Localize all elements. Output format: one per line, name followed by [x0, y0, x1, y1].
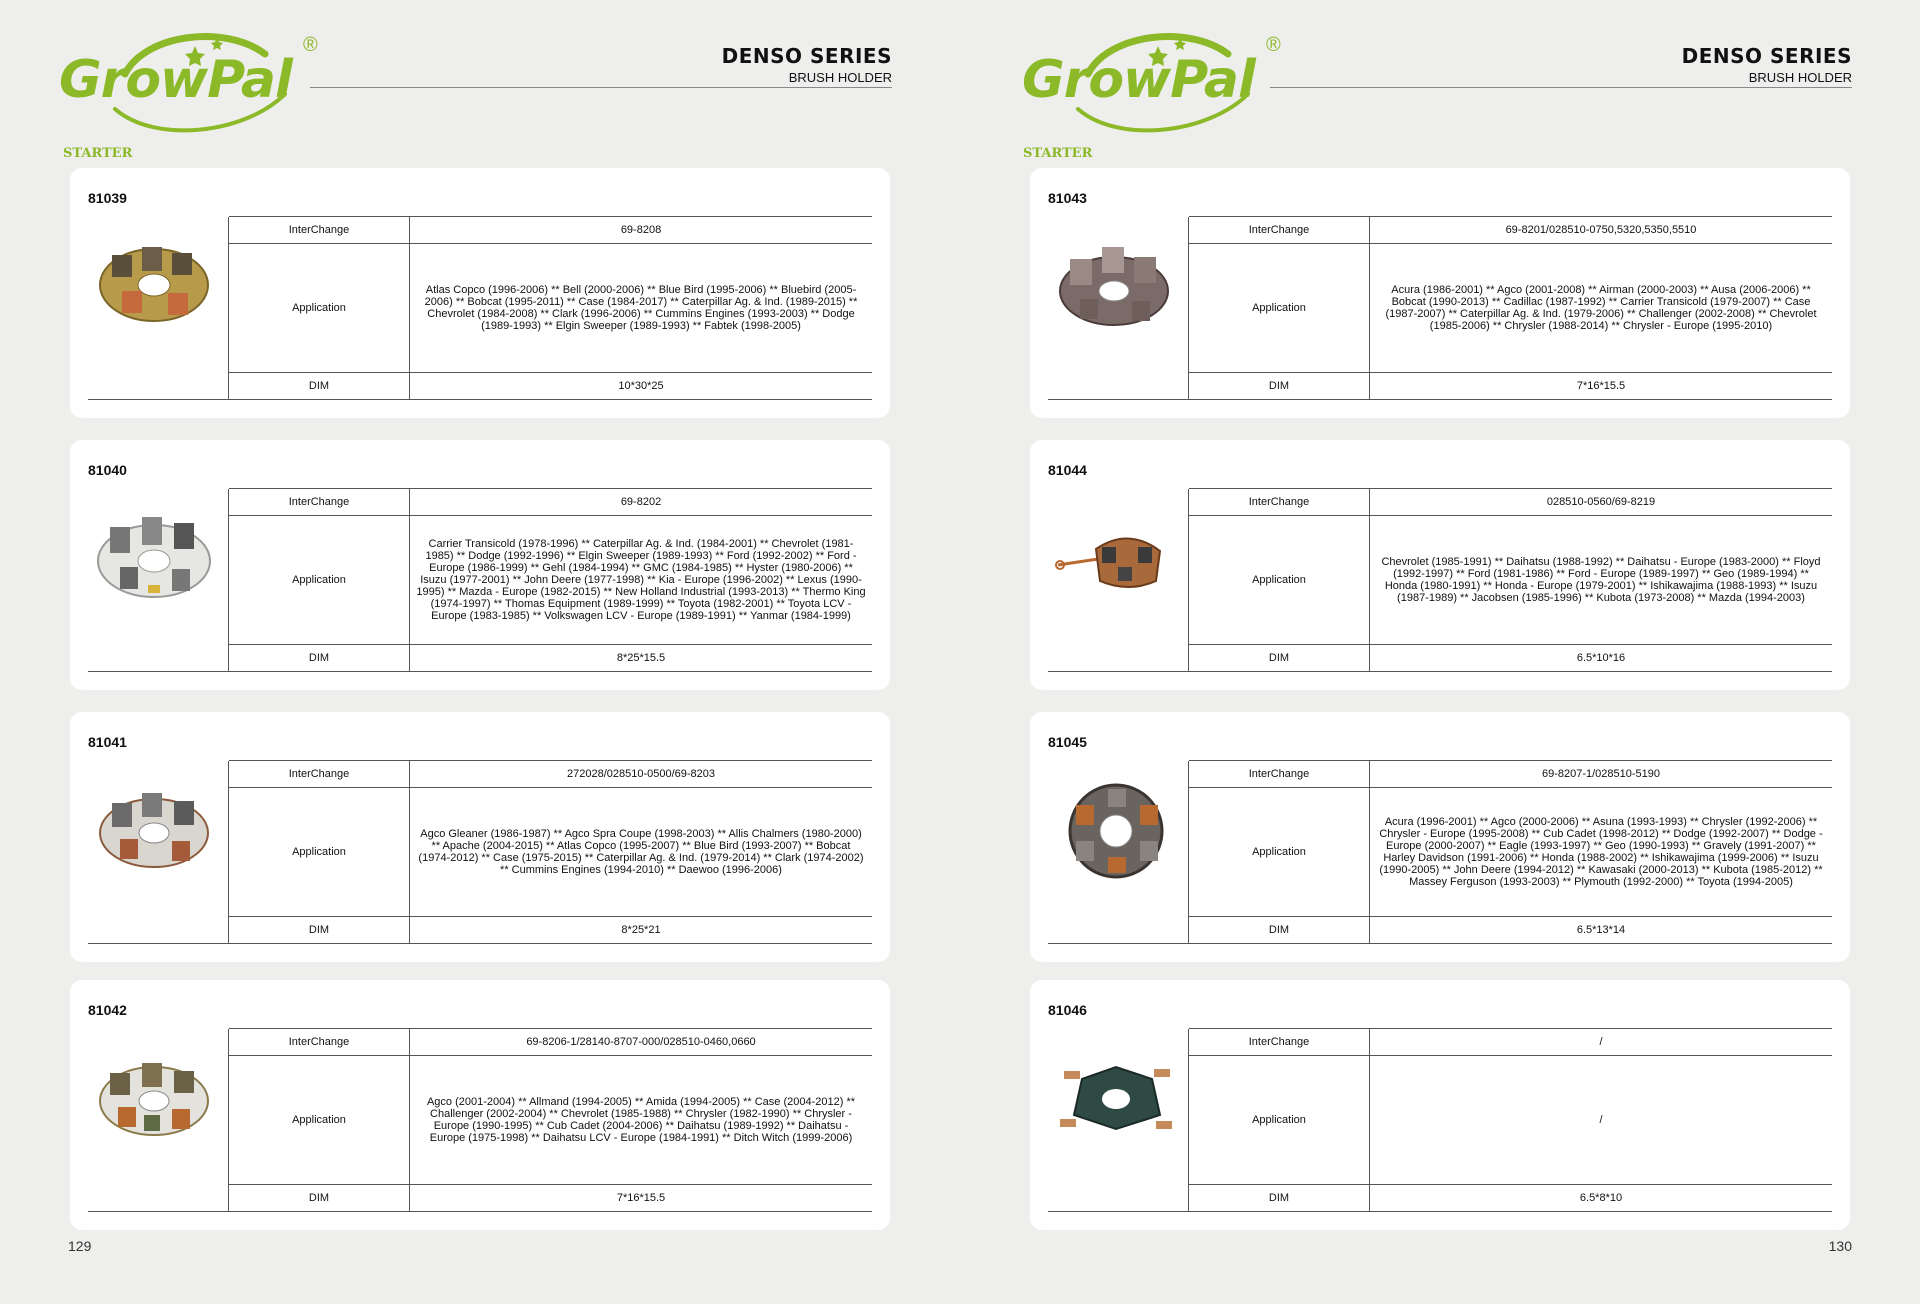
- product-spec-table: [88, 488, 872, 672]
- product-code: 81046: [1048, 1002, 1087, 1018]
- application-value: /: [1370, 1056, 1833, 1185]
- brush-holder-image: [92, 761, 222, 891]
- product-image: [1048, 489, 1189, 672]
- product-card: [1030, 440, 1850, 690]
- product-image: [1048, 761, 1189, 944]
- section-label: STARTER: [1023, 146, 1093, 161]
- interchange-label: InterChange: [1189, 217, 1370, 244]
- product-spec-table: [88, 1028, 872, 1212]
- brush-holder-image: [1052, 1029, 1182, 1159]
- brush-holder-image: [1052, 489, 1182, 619]
- brush-holder-image: [92, 1029, 222, 1159]
- series-subtitle: BRUSH HOLDER: [1748, 70, 1852, 85]
- product-spec-table: [1048, 216, 1832, 400]
- product-code: 81045: [1048, 734, 1087, 750]
- product-code: 81040: [88, 462, 127, 478]
- interchange-value: 69-8201/028510-0750,5320,5350,5510: [1370, 217, 1833, 244]
- product-image: [1048, 217, 1189, 400]
- application-label: Application: [229, 1056, 410, 1185]
- interchange-value: 028510-0560/69-8219: [1370, 489, 1833, 516]
- product-code: 81042: [88, 1002, 127, 1018]
- product-card: [1030, 712, 1850, 962]
- application-value: Acura (1996-2001) ** Agco (2000-2006) ** Asuna (1993-1993) ** Chrysler (1992-2006) ** Chrysler - Europe (1995-2008) ** Cub Cadet (1998-2012) ** Dodge (1992-2007) ** Dodge - Europe (2000-2007) ** Eagle (1993-1997) ** Geo (1990-1993) ** Gravely (1991-2007) ** Harley Davidson (1991-2006) ** Honda (1988-2002) ** Ishikawajima (1999-2006) ** Isuzu (1990-2005) ** John Deere (1994-2012) ** Kawasaki (2000-2013) ** Kubota (1985-2012) ** Massey Ferguson (1993-2003) ** Plymouth (1992-2000) ** Toyota (1994-2005): [1370, 788, 1833, 917]
- brush-holder-image: [92, 217, 222, 347]
- product-image: [88, 217, 229, 400]
- product-card: [70, 168, 890, 418]
- application-value: Atlas Copco (1996-2006) ** Bell (2000-2006) ** Blue Bird (1995-2006) ** Bluebird (2005-2006) ** Bobcat (1995-2011) ** Case (1984-2017) ** Caterpillar Ag. & Ind. (1989-2015) ** Chevrolet (1984-2008) ** Clark (1996-2006) ** Cummins Engines (1993-2003) ** Dodge (1989-1993) ** Elgin Sweeper (1989-1993) ** Fabtek (1998-2005): [410, 244, 873, 373]
- product-image: [88, 761, 229, 944]
- dim-value: 8*25*21: [410, 917, 873, 944]
- logo-wordmark: GrowPal: [59, 50, 292, 110]
- product-card: [70, 440, 890, 690]
- growpal-logo: [1018, 24, 1288, 134]
- dim-value: 8*25*15.5: [410, 645, 873, 672]
- dim-label: DIM: [229, 645, 410, 672]
- interchange-label: InterChange: [229, 761, 410, 788]
- product-card: [1030, 980, 1850, 1230]
- catalog-page-right: [960, 0, 1920, 1304]
- interchange-label: InterChange: [1189, 489, 1370, 516]
- dim-label: DIM: [1189, 645, 1370, 672]
- interchange-value: 69-8207-1/028510-5190: [1370, 761, 1833, 788]
- dim-label: DIM: [1189, 917, 1370, 944]
- application-label: Application: [1189, 244, 1370, 373]
- interchange-value: /: [1370, 1029, 1833, 1056]
- section-label: STARTER: [63, 146, 133, 161]
- product-spec-table: [88, 216, 872, 400]
- application-value: Chevrolet (1985-1991) ** Daihatsu (1988-1992) ** Daihatsu - Europe (1983-2000) ** Floyd (1992-1997) ** Ford (1981-1986) ** Ford - Europe (1989-1997) ** Geo (1989-1994) ** Honda (1980-1991) ** Honda - Europe (1979-2001) ** Ishikawajima (1988-1993) ** Isuzu (1987-1989) ** Jacobsen (1985-1996) ** Kubota (1973-2008) ** Mazda (1994-2003): [1370, 516, 1833, 645]
- dim-value: 6.5*8*10: [1370, 1185, 1833, 1212]
- product-spec-table: [1048, 488, 1832, 672]
- series-title: DENSO SERIES: [721, 44, 892, 68]
- interchange-value: 69-8208: [410, 217, 873, 244]
- dim-label: DIM: [1189, 1185, 1370, 1212]
- brush-holder-image: [1052, 217, 1182, 347]
- dim-value: 10*30*25: [410, 373, 873, 400]
- registered-mark: ®: [1266, 34, 1281, 56]
- product-spec-table: [1048, 760, 1832, 944]
- product-code: 81041: [88, 734, 127, 750]
- brush-holder-image: [92, 489, 222, 619]
- product-spec-table: [1048, 1028, 1832, 1212]
- dim-label: DIM: [229, 917, 410, 944]
- dim-label: DIM: [229, 373, 410, 400]
- application-label: Application: [1189, 516, 1370, 645]
- application-label: Application: [1189, 1056, 1370, 1185]
- interchange-label: InterChange: [1189, 761, 1370, 788]
- interchange-value: 272028/028510-0500/69-8203: [410, 761, 873, 788]
- application-label: Application: [229, 516, 410, 645]
- interchange-label: InterChange: [229, 217, 410, 244]
- application-value: Carrier Transicold (1978-1996) ** Caterpillar Ag. & Ind. (1984-2001) ** Chevrolet (1981-1985) ** Dodge (1992-1996) ** Elgin Sweeper (1989-1993) ** Ford (1992-2002) ** Ford - Europe (1986-1999) ** Gehl (1984-1994) ** GMC (1984-1985) ** Hyster (1980-2006) ** Isuzu (1977-2001) ** John Deere (1977-1998) ** Kia - Europe (1996-2002) ** Lexus (1990-1995) ** Mazda - Europe (1982-2015) ** New Holland Industrial (1993-2013) ** Thermo King (1974-1997) ** Thomas Equipment (1989-1999) ** Toyota (1982-2001) ** Toyota LCV - Europe (1983-1985) ** Volkswagen LCV - Europe (1989-1991) ** Yanmar (1984-1999): [410, 516, 873, 645]
- application-value: Acura (1986-2001) ** Agco (2001-2008) ** Airman (2000-2003) ** Ausa (2006-2006) ** Bobcat (1990-2013) ** Cadillac (1987-1992) ** Carrier Transicold (1979-2007) ** Case (1987-2007) ** Caterpillar Ag. & Ind. (1979-2006) ** Challenger (2002-2008) ** Chevrolet (1985-2006) ** Chrysler (1988-2014) ** Chrysler - Europe (1995-2010): [1370, 244, 1833, 373]
- interchange-label: InterChange: [229, 489, 410, 516]
- product-code: 81043: [1048, 190, 1087, 206]
- dim-label: DIM: [229, 1185, 410, 1212]
- product-code: 81039: [88, 190, 127, 206]
- product-card: [70, 980, 890, 1230]
- series-subtitle: BRUSH HOLDER: [788, 70, 892, 85]
- page-number: 129: [68, 1238, 92, 1254]
- application-value: Agco Gleaner (1986-1987) ** Agco Spra Coupe (1998-2003) ** Allis Chalmers (1980-2000) ** Apache (2004-2015) ** Atlas Copco (1995-2007) ** Blue Bird (1993-2007) ** Bobcat (1974-2012) ** Case (1975-2015) ** Caterpillar Ag. & Ind. (1979-2014) ** Clark (1974-2002) ** Cummins Engines (1994-2010) ** Daewoo (1996-2006): [410, 788, 873, 917]
- logo-wordmark: GrowPal: [1022, 50, 1255, 110]
- series-title: DENSO SERIES: [1681, 44, 1852, 68]
- interchange-value: 69-8206-1/28140-8707-000/028510-0460,0660: [410, 1029, 873, 1056]
- product-card: [70, 712, 890, 962]
- product-card: [1030, 168, 1850, 418]
- application-label: Application: [229, 788, 410, 917]
- application-label: Application: [1189, 788, 1370, 917]
- product-image: [88, 489, 229, 672]
- dim-value: 6.5*13*14: [1370, 917, 1833, 944]
- dim-value: 6.5*10*16: [1370, 645, 1833, 672]
- dim-value: 7*16*15.5: [410, 1185, 873, 1212]
- product-spec-table: [88, 760, 872, 944]
- header-rule: [1270, 87, 1852, 88]
- product-code: 81044: [1048, 462, 1087, 478]
- interchange-value: 69-8202: [410, 489, 873, 516]
- interchange-label: InterChange: [1189, 1029, 1370, 1056]
- dim-value: 7*16*15.5: [1370, 373, 1833, 400]
- dim-label: DIM: [1189, 373, 1370, 400]
- header-rule: [310, 87, 892, 88]
- interchange-label: InterChange: [229, 1029, 410, 1056]
- application-value: Agco (2001-2004) ** Allmand (1994-2005) ** Amida (1994-2005) ** Case (2004-2012) ** Challenger (2002-2004) ** Chevrolet (1985-1988) ** Chrysler (1982-1990) ** Chrysler - Europe (1990-1995) ** Cub Cadet (2004-2006) ** Daihatsu (1989-1992) ** Daihatsu - Europe (1975-1998) ** Daihatsu LCV - Europe (1984-1991) ** Ditch Witch (1999-2006): [410, 1056, 873, 1185]
- brush-holder-image: [1052, 761, 1182, 891]
- page-number: 130: [1828, 1238, 1852, 1254]
- product-image: [1048, 1029, 1189, 1212]
- application-label: Application: [229, 244, 410, 373]
- growpal-logo: [55, 24, 325, 134]
- product-image: [88, 1029, 229, 1212]
- registered-mark: ®: [303, 34, 318, 56]
